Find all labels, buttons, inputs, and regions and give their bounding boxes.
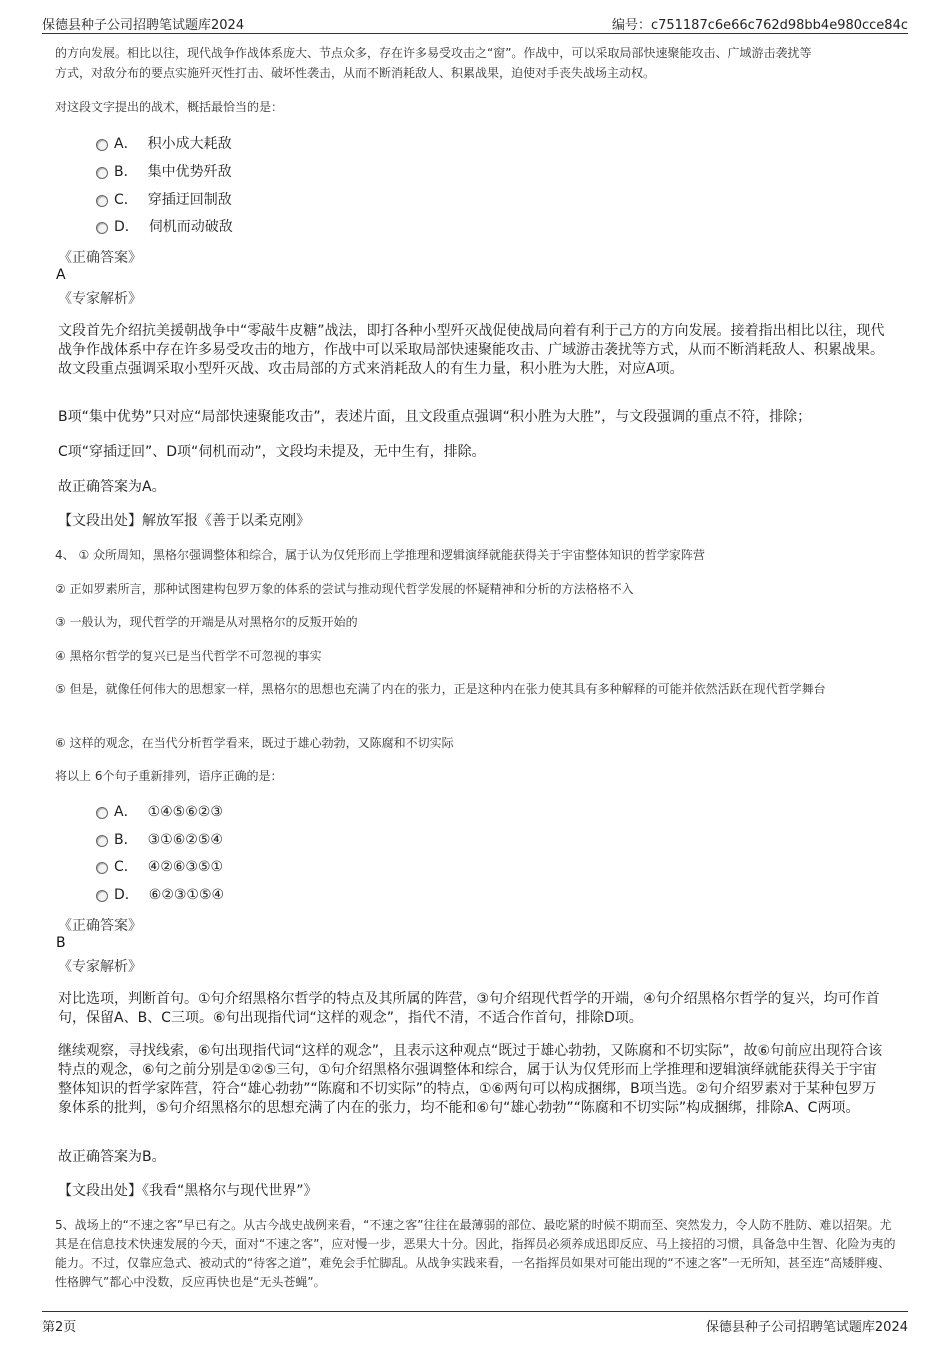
q4-answer: B <box>56 935 66 951</box>
q3-option-c[interactable]: C． 穿插迂回制敌 <box>96 190 232 210</box>
q4-answer-label: 《正确答案》 <box>58 918 142 934</box>
q4-option-c[interactable]: C． ④②⑥③⑤① <box>96 857 223 877</box>
q3-analysis-p2: B项“集中优势”只对应“局部快速聚能攻击”，表述片面，且文段重点强调“积小胜为大胜”，与文段强调的重点不符，排除； <box>58 409 812 425</box>
q4-question: 将以上 6个句子重新排列，语序正确的是： <box>55 769 283 783</box>
q3-passage-line-2: 方式，对敌分布的要点实施歼灭性打击、破坏性袭击，从而不断消耗敌人、积累战果，迫使对手丧失战场主动权。 <box>55 66 656 80</box>
q4-source: 【文段出处】《我看“黑格尔与现代世界”》 <box>58 1183 318 1199</box>
q4-analysis-p2: 继续观察，寻找线索，⑥句出现指代词“这样的观念”，且表示这种观点“既过于雄心勃勃，又陈腐和不切实际”，故⑥句前应出现符合该特点的观念，⑥句之前分别是①②⑤三句，①句介绍黑格尔强调整体和综合，属于认为仅凭形而上学推理和逻辑演绎就能获得关于宇宙整体知识的哲学家阵营，符合“雄心勃勃”“陈腐和不切实际”的特点，①⑥两句可以构成捆绑，B项当选。②句介绍罗素对于某种包罗万象体系的批判，⑤句介绍黑格尔的思想充满了内在的张力，均不能和⑥句“雄心勃勃”“陈腐和不切实际”构成捆绑，排除A、C两项。 <box>58 1043 883 1116</box>
q4-option-b[interactable]: B． ③①⑥②⑤④ <box>96 830 223 850</box>
page-header <box>42 0 908 34</box>
q3-source: 【文段出处】解放军报《善于以柔克刚》 <box>58 513 310 529</box>
q4-analysis-p3: 故正确答案为B。 <box>58 1149 166 1165</box>
q3-analysis-p4: 故正确答案为A。 <box>58 479 166 495</box>
q3-answer: A <box>56 267 66 283</box>
radio-icon[interactable] <box>96 890 108 902</box>
radio-icon[interactable] <box>96 807 108 819</box>
q5-passage: 5、战场上的“不速之客”早已有之。从古今战史战例来看，“不速之客”往往在最薄弱的部位、最吃紧的时候不期而至、突然发力，令人防不胜防、难以招架。尤其是在信息技术快速发展的今天，面对“不速之客”，应对慢一步，恶果大十分。因此，指挥员必须养成迅即反应、马上接招的习惯，具备急中生智、化险为夷的能力。不过，仅靠应急式、被动式的“待客之道”，难免会手忙脚乱。从战争实践来看，一名指挥员如果对可能出现的“不速之客”一无所知，甚至连“高矮胖瘦、性格脾气”都心中没数，反应再快也是“无头苍蝇”。 <box>55 1218 896 1289</box>
radio-icon[interactable] <box>96 139 108 151</box>
q4-analysis-p1: 对比选项，判断首句。①句介绍黑格尔哲学的特点及其所属的阵营，③句介绍现代哲学的开端，④句介绍黑格尔哲学的复兴，均可作首句，保留A、B、C三项。⑥句出现指代词“这样的观念”，指代不清，不适合作首句，排除D项。 <box>58 991 880 1026</box>
page-footer <box>42 1311 908 1346</box>
q3-question: 对这段文字提出的战术，概括最恰当的是： <box>55 100 284 114</box>
radio-icon[interactable] <box>96 222 108 234</box>
q3-option-b[interactable]: B． 集中优势歼敌 <box>96 162 232 182</box>
radio-icon[interactable] <box>96 862 108 874</box>
q4-option-d[interactable]: D． ⑥②③①⑤④ <box>96 885 224 905</box>
q3-answer-label: 《正确答案》 <box>58 250 142 266</box>
page-number: 第2页 <box>42 1320 77 1335</box>
q4-sentence-4: ④ 黑格尔哲学的复兴已是当代哲学不可忽视的事实 <box>55 649 322 663</box>
q4-sentence-1: 4、 ① 众所周知，黑格尔强调整体和综合，属于认为仅凭形而上学推理和逻辑演绎就能获得关于宇宙整体知识的哲学家阵营 <box>55 548 706 562</box>
q4-option-a[interactable]: A． ①④⑤⑥②③ <box>96 802 223 822</box>
footer-title: 保德县种子公司招聘笔试题库2024 <box>705 1320 908 1335</box>
q3-analysis-p3: C项“穿插迂回”、D项“伺机而动”，文段均未提及，无中生有，排除。 <box>58 444 486 460</box>
q4-analysis-label: 《专家解析》 <box>58 959 142 975</box>
radio-icon[interactable] <box>96 835 108 847</box>
q3-option-a[interactable]: A． 积小成大耗敌 <box>96 134 232 154</box>
q3-passage-line-1: 的方向发展。相比以往，现代战争作战体系庞大、节点众多，存在许多易受攻击之“窗”。作战中，可以采取局部快速聚能攻击、广域游击袭扰等 <box>55 46 812 60</box>
q3-option-d[interactable]: D． 伺机而动破敌 <box>96 217 233 237</box>
q4-sentence-3: ③ 一般认为，现代哲学的开端是从对黑格尔的反叛开始的 <box>55 615 358 629</box>
q3-analysis-label: 《专家解析》 <box>58 291 142 307</box>
q4-sentence-6: ⑥ 这样的观念，在当代分析哲学看来，既过于雄心勃勃，又陈腐和不切实际 <box>55 736 454 750</box>
header-doc-id: 编号：c751187c6e66c762d98bb4e980cce84c <box>611 18 908 33</box>
q4-sentence-5: ⑤ 但是，就像任何伟大的思想家一样，黑格尔的思想也充满了内在的张力，正是这种内在张力使其具有多种解释的可能并依然活跃在现代哲学舞台 <box>55 682 826 696</box>
radio-icon[interactable] <box>96 167 108 179</box>
radio-icon[interactable] <box>96 195 108 207</box>
q3-analysis-p1: 文段首先介绍抗美援朝战争中“零敲牛皮糖”战法，即打各种小型歼灭战促使战局向着有利于己方的方向发展。接着指出相比以往，现代战争作战体系中存在许多易受攻击的地方，作战中可以采取局部快速聚能攻击、广域游击袭扰等方式，从而不断消耗敌人、积累战果。故文段重点强调采取小型歼灭战、攻击局部的方式来消耗敌人的有生力量，积小胜为大胜，对应A项。 <box>58 323 885 377</box>
header-title: 保德县种子公司招聘笔试题库2024 <box>42 18 245 33</box>
q4-sentence-2: ② 正如罗素所言，那种试图建构包罗万象的体系的尝试与推动现代哲学发展的怀疑精神和分析的方法格格不入 <box>55 582 634 596</box>
